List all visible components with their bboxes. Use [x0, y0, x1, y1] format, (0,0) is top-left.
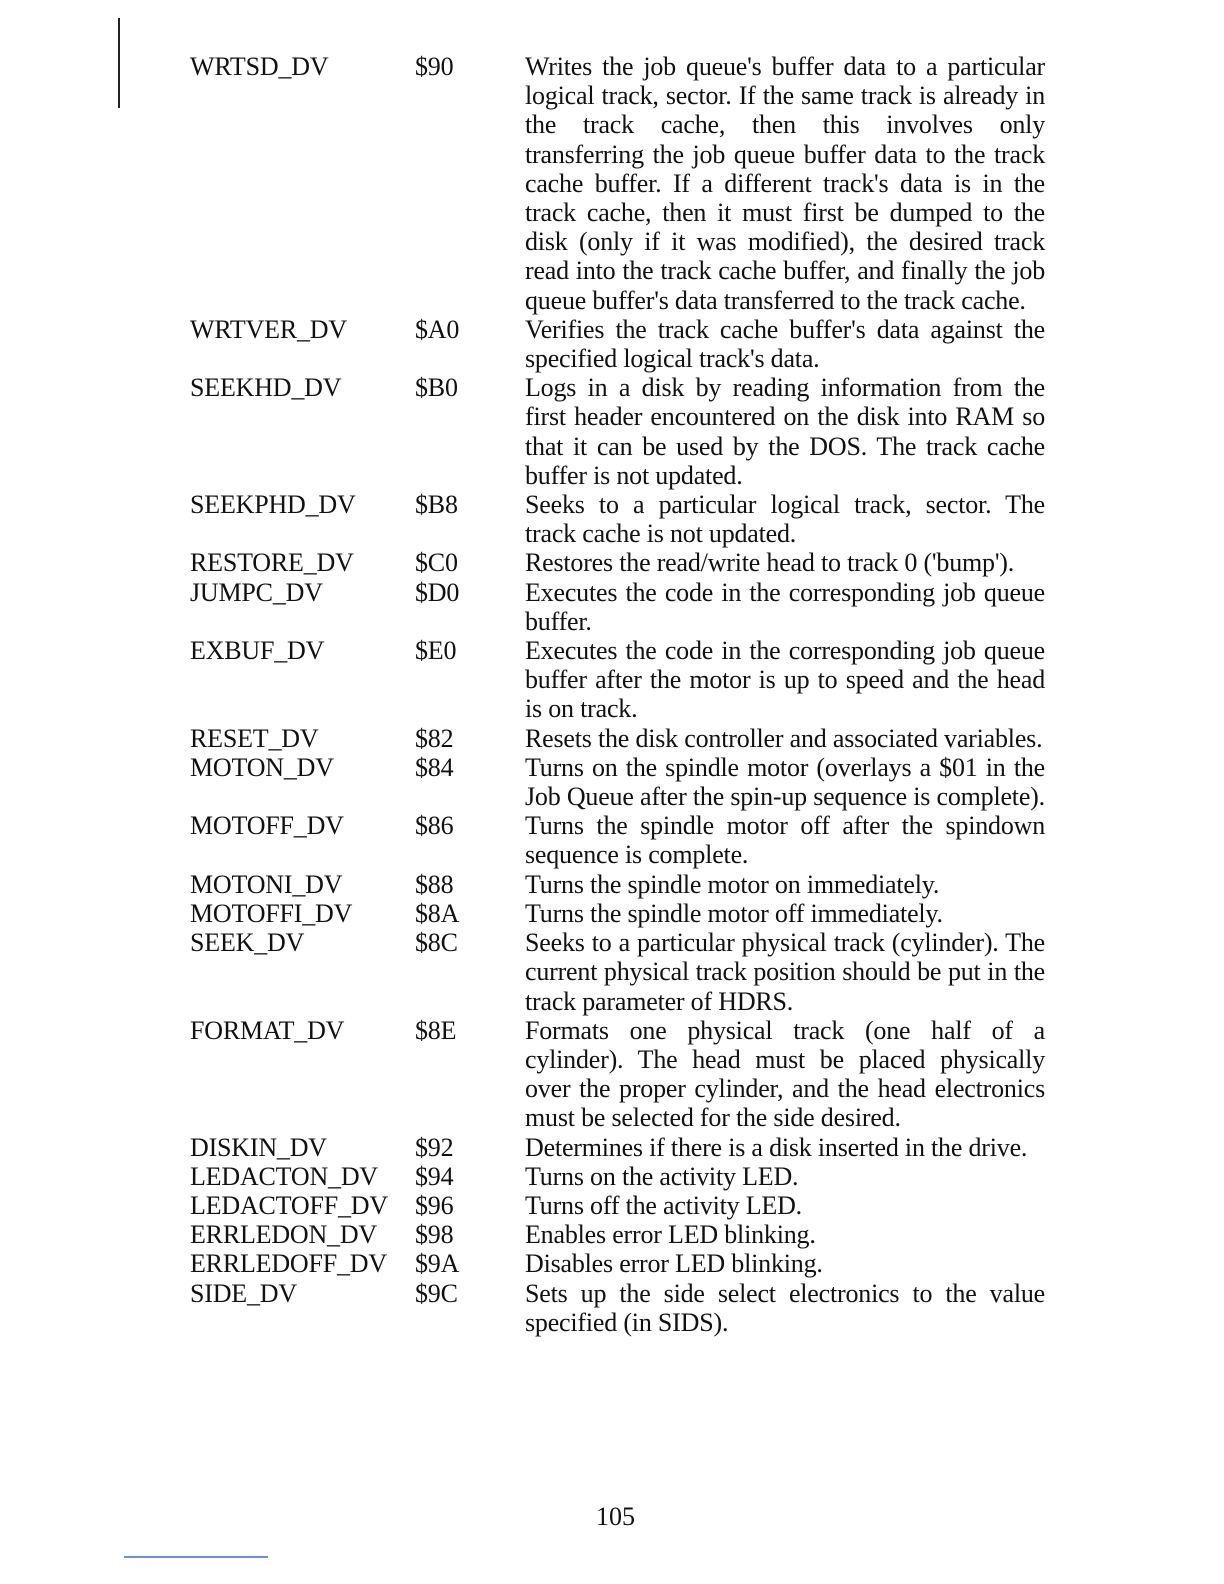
- footer-rule: [124, 1556, 268, 1558]
- table-row: [190, 1220, 1050, 1249]
- command-description: Resets the disk controller and associated variables.: [525, 723, 1043, 753]
- table-row: [190, 1016, 1050, 1133]
- command-name: SIDE_DV: [190, 1278, 297, 1308]
- table-row: [190, 636, 1050, 724]
- command-code: $82: [415, 723, 454, 753]
- command-code: $8A: [415, 898, 460, 928]
- command-code: $98: [415, 1220, 454, 1250]
- command-table: [190, 52, 1050, 1337]
- command-code: $86: [415, 811, 454, 841]
- command-name: MOTONI_DV: [190, 869, 343, 899]
- command-name: SEEKPHD_DV: [190, 490, 356, 520]
- command-description: Logs in a disk by reading information from the first header encountered on the disk into RAM so that it can be used by the DOS. The track cache buffer is not updated.: [525, 373, 1045, 490]
- command-code: $9A: [415, 1249, 460, 1279]
- command-description: Turns the spindle motor off after the spindown sequence is complete.: [525, 811, 1045, 870]
- command-name: SEEK_DV: [190, 928, 305, 958]
- command-description: Turns off the activity LED.: [525, 1190, 802, 1220]
- command-description: Disables error LED blinking.: [525, 1249, 823, 1279]
- command-code: $94: [415, 1161, 454, 1191]
- command-code: $9C: [415, 1278, 458, 1308]
- table-row: [190, 724, 1050, 753]
- command-description: Turns the spindle motor off immediately.: [525, 898, 943, 928]
- command-description: Turns on the spindle motor (overlays a $01 in the Job Queue after the spin-up sequence is complete).: [525, 752, 1045, 812]
- table-row: [190, 578, 1050, 636]
- command-name: EXBUF_DV: [190, 636, 325, 666]
- table-row: [190, 1191, 1050, 1220]
- command-description: Executes the code in the corresponding job queue buffer after the motor is up to speed and the head is on track.: [525, 636, 1045, 724]
- command-name: MOTON_DV: [190, 752, 334, 782]
- table-row: [190, 1279, 1050, 1337]
- table-row: [190, 52, 1050, 315]
- table-row: [190, 548, 1050, 577]
- table-row: [190, 811, 1050, 869]
- command-code: $90: [415, 52, 454, 81]
- command-description: Sets up the side select electronics to the value specified (in SIDS).: [525, 1278, 1045, 1337]
- command-code: $96: [415, 1190, 454, 1220]
- command-code: $B0: [415, 373, 458, 403]
- command-code: $E0: [415, 636, 457, 666]
- command-description: Writes the job queue's buffer data to a particular logical track, sector. If the same track is already in the track cache, then this involves only transferring the job queue buffer data to the track cache buffer. If a different track's data is in the track cache, then it must first be dumped to the disk (only if it was modified), the desired track read into the track cache buffer, and finally the job queue buffer's data transferred to the track cache.: [525, 52, 1045, 315]
- command-description: Turns on the activity LED.: [525, 1161, 799, 1191]
- command-name: SEEKHD_DV: [190, 373, 342, 403]
- command-name: MOTOFF_DV: [190, 811, 344, 841]
- command-name: JUMPC_DV: [190, 577, 323, 607]
- command-code: $D0: [415, 577, 460, 607]
- command-name: FORMAT_DV: [190, 1015, 345, 1045]
- command-description: Executes the code in the corresponding job queue buffer.: [525, 577, 1045, 636]
- command-code: $B8: [415, 490, 458, 520]
- table-row: [190, 753, 1050, 811]
- command-name: DISKIN_DV: [190, 1132, 327, 1162]
- table-row: [190, 899, 1050, 928]
- command-description: Restores the read/write head to track 0 ('bump').: [525, 548, 1015, 578]
- table-row: [190, 1133, 1050, 1162]
- command-name: LEDACTOFF_DV: [190, 1190, 388, 1220]
- command-name: ERRLEDOFF_DV: [190, 1249, 387, 1279]
- command-description: Verifies the track cache buffer's data against the specified logical track's data.: [525, 314, 1045, 374]
- command-name: WRTVER_DV: [190, 314, 347, 344]
- command-description: Seeks to a particular logical track, sector. The track cache is not updated.: [525, 490, 1045, 549]
- command-name: RESET_DV: [190, 723, 319, 753]
- command-name: RESTORE_DV: [190, 548, 354, 578]
- page-number: 105: [596, 1502, 635, 1531]
- table-row: [190, 870, 1050, 899]
- table-row: [190, 490, 1050, 548]
- command-name: WRTSD_DV: [190, 52, 329, 81]
- command-code: $A0: [415, 314, 460, 344]
- command-description: Seeks to a particular physical track (cylinder). The current physical track position should be put in the track parameter of HDRS.: [525, 928, 1045, 1016]
- margin-rule: [118, 18, 120, 108]
- command-description: Determines if there is a disk inserted in the drive.: [525, 1132, 1028, 1162]
- command-code: $84: [415, 752, 454, 782]
- table-row: [190, 1249, 1050, 1278]
- table-row: [190, 928, 1050, 1016]
- table-row: [190, 315, 1050, 373]
- table-row: [190, 373, 1050, 490]
- command-code: $8C: [415, 928, 458, 958]
- command-description: Enables error LED blinking.: [525, 1220, 816, 1250]
- command-code: $88: [415, 869, 454, 899]
- command-code: $C0: [415, 548, 458, 578]
- table-row: [190, 1162, 1050, 1191]
- command-code: $8E: [415, 1015, 457, 1045]
- command-name: ERRLEDON_DV: [190, 1220, 378, 1250]
- command-description: Turns the spindle motor on immediately.: [525, 869, 940, 899]
- command-description: Formats one physical track (one half of a cylinder). The head must be placed physically over the proper cylinder, and the head electronics must be selected for the side desired.: [525, 1015, 1045, 1133]
- command-code: $92: [415, 1132, 454, 1162]
- command-name: LEDACTON_DV: [190, 1161, 378, 1191]
- command-name: MOTOFFI_DV: [190, 898, 353, 928]
